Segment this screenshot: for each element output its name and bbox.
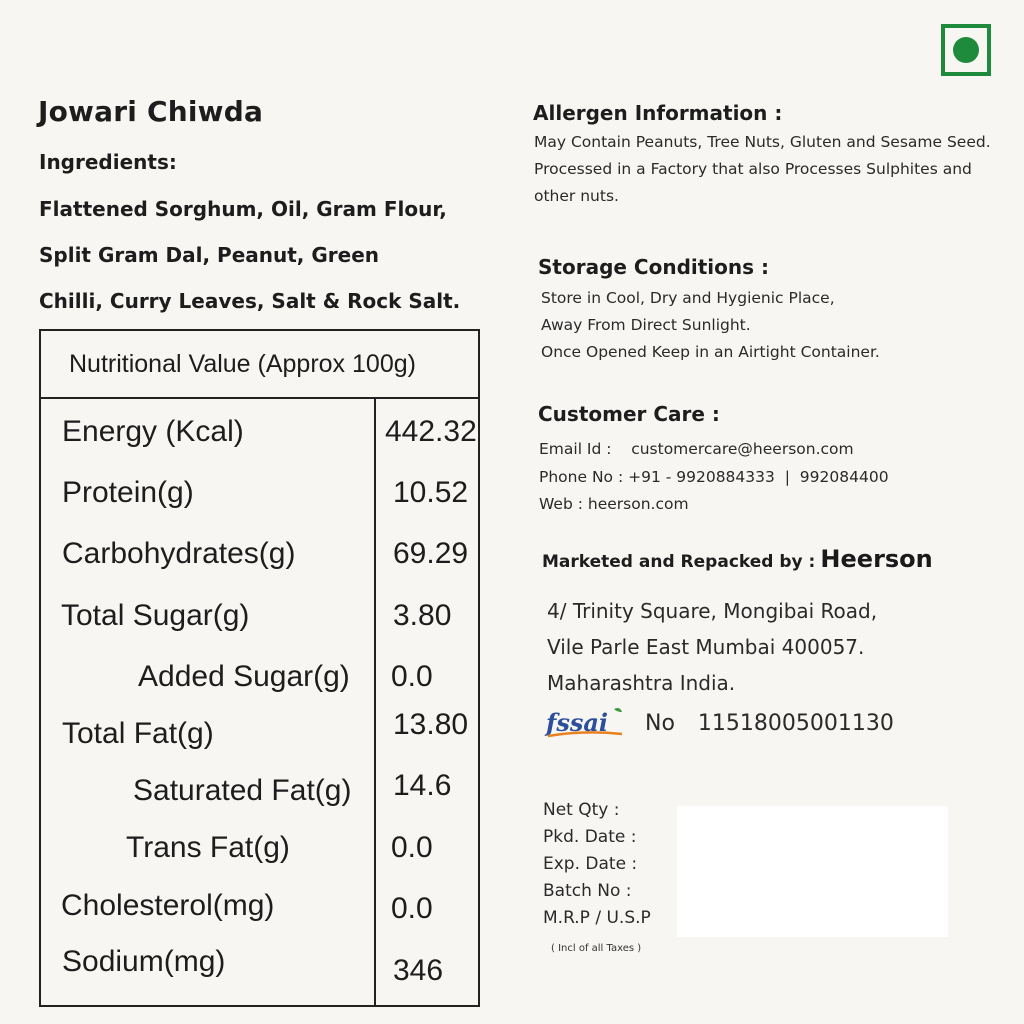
nutrient-value-total-sugar: 3.80: [393, 599, 452, 632]
exp-date-label: Exp. Date :: [543, 854, 638, 874]
ingredients-line-3: Chilli, Curry Leaves, Salt & Rock Salt.: [39, 289, 461, 313]
customer-care-phone: Phone No : +91 - 9920884333 | 992084400: [539, 468, 889, 486]
allergen-line-2: Processed in a Factory that also Processes Sulphites and: [534, 160, 972, 178]
address-line-3: Maharashtra India.: [547, 671, 736, 695]
nutrient-label-energy: Energy (Kcal): [62, 415, 244, 448]
nutrition-table-header: Nutritional Value (Approx 100g): [41, 331, 478, 399]
nutrient-value-energy: 442.32: [385, 415, 477, 448]
packaging-info-blank-area: [677, 806, 948, 937]
address-line-1: 4/ Trinity Square, Mongibai Road,: [547, 599, 878, 623]
ingredients-line-2: Split Gram Dal, Peanut, Green: [39, 243, 380, 267]
storage-line-3: Once Opened Keep in an Airtight Container.: [541, 343, 880, 361]
pkd-date-label: Pkd. Date :: [543, 827, 637, 847]
nutrient-value-trans-fat: 0.0: [391, 831, 433, 864]
marketer-label: Marketed and Repacked by :: [542, 552, 816, 572]
fssai-logo-text: fssai: [546, 708, 609, 737]
batch-no-label: Batch No :: [543, 881, 632, 901]
nutrient-label-added-sugar: Added Sugar(g): [138, 660, 350, 693]
product-title: Jowari Chiwda: [38, 95, 264, 128]
nutrition-column-divider: [374, 399, 376, 1007]
net-qty-label: Net Qty :: [543, 800, 620, 820]
nutrient-value-total-fat: 13.80: [393, 708, 469, 741]
tax-note: ( Incl of all Taxes ): [551, 943, 642, 954]
nutrient-label-sodium: Sodium(mg): [62, 945, 226, 978]
address-line-2: Vile Parle East Mumbai 400057.: [547, 635, 865, 659]
marketer-row: [542, 545, 933, 573]
brand-name: Heerson: [820, 545, 933, 573]
veg-dot: [953, 37, 979, 63]
nutrient-value-added-sugar: 0.0: [391, 660, 433, 693]
nutrient-label-total-fat: Total Fat(g): [62, 717, 214, 750]
fssai-logo-icon: [544, 705, 626, 739]
nutrient-value-protein: 10.52: [393, 476, 469, 509]
ingredients-line-1: Flattened Sorghum, Oil, Gram Flour,: [39, 197, 447, 221]
nutrient-label-saturated-fat: Saturated Fat(g): [133, 774, 352, 807]
allergen-line-1: May Contain Peanuts, Tree Nuts, Gluten and Sesame Seed.: [534, 133, 991, 151]
nutrient-value-sodium: 346: [393, 954, 444, 987]
storage-heading: Storage Conditions :: [538, 255, 769, 279]
nutrient-label-cholesterol: Cholesterol(mg): [61, 889, 275, 922]
storage-line-1: Store in Cool, Dry and Hygienic Place,: [541, 289, 835, 307]
mrp-label: M.R.P / U.S.P: [543, 908, 651, 928]
nutrient-label-carbohydrates: Carbohydrates(g): [62, 537, 296, 570]
nutrient-value-carbohydrates: 69.29: [393, 537, 469, 570]
fssai-license-number: 11518005001130: [697, 711, 894, 736]
customer-care-heading: Customer Care :: [538, 402, 720, 426]
nutrition-table: [39, 329, 480, 1007]
customer-care-email: Email Id : customercare@heerson.com: [539, 440, 854, 458]
fssai-license-row: [645, 711, 894, 736]
allergen-heading: Allergen Information :: [533, 101, 783, 125]
veg-mark-icon: [941, 24, 991, 76]
nutrient-label-total-sugar: Total Sugar(g): [61, 599, 250, 632]
storage-line-2: Away From Direct Sunlight.: [541, 316, 751, 334]
allergen-line-3: other nuts.: [534, 187, 619, 205]
fssai-no-label: No: [645, 711, 675, 736]
customer-care-web: Web : heerson.com: [539, 495, 689, 513]
nutrient-value-saturated-fat: 14.6: [393, 769, 452, 802]
nutrient-label-trans-fat: Trans Fat(g): [126, 831, 290, 864]
nutrient-value-cholesterol: 0.0: [391, 892, 433, 925]
ingredients-heading: Ingredients:: [39, 150, 177, 174]
nutrient-label-protein: Protein(g): [62, 476, 194, 509]
